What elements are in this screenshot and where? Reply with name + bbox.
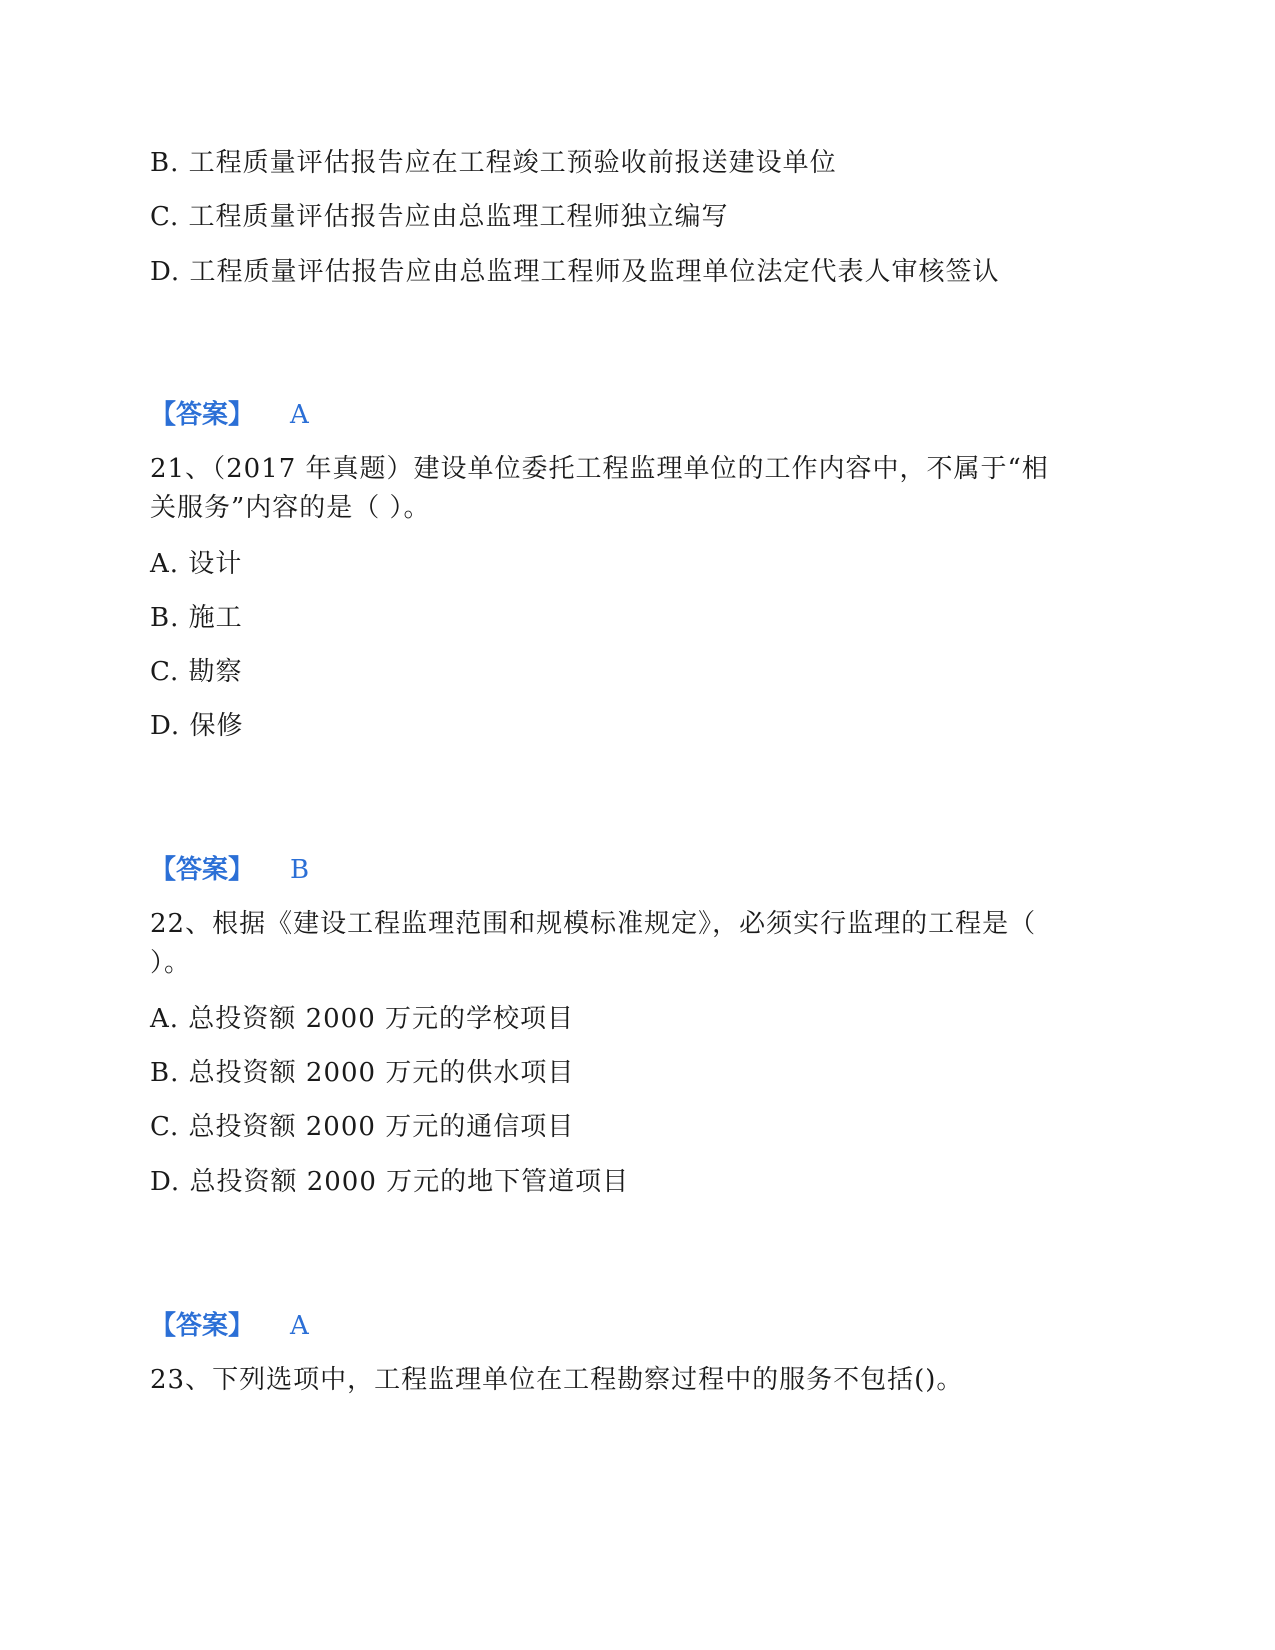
- q22-option-b: B. 总投资额 2000 万元的供水项目: [150, 1058, 575, 1088]
- q20-option-b: B. 工程质量评估报告应在工程竣工预验收前报送建设单位: [150, 148, 837, 178]
- q22-option-a: A. 总投资额 2000 万元的学校项目: [150, 1004, 575, 1034]
- q20-option-c: C. 工程质量评估报告应由总监理工程师独立编写: [150, 202, 729, 232]
- q20-option-d: D. 工程质量评估报告应由总监理工程师及监理单位法定代表人审核签认: [150, 257, 1000, 287]
- q22-stem-line-1: 22、根据《建设工程监理范围和规模标准规定》，必须实行监理的工程是（: [150, 909, 1037, 939]
- answer-value: B: [290, 855, 310, 885]
- answer-20: [150, 398, 309, 432]
- answer-label: 【答案】: [150, 1311, 255, 1341]
- q21-stem-line-2: 关服务”内容的是（ ）。: [150, 493, 431, 523]
- q22-option-c: C. 总投资额 2000 万元的通信项目: [150, 1112, 575, 1142]
- answer-22: [150, 1309, 309, 1343]
- answer-label: 【答案】: [150, 400, 255, 430]
- q21-option-a: A. 设计: [150, 549, 243, 579]
- q22-stem-line-2: ）。: [150, 948, 192, 978]
- q21-option-c: C. 勘察: [150, 657, 243, 687]
- q22-option-d: D. 总投资额 2000 万元的地下管道项目: [150, 1167, 630, 1197]
- answer-value: A: [290, 400, 309, 430]
- q21-option-b: B. 施工: [150, 603, 243, 633]
- answer-21: [150, 853, 309, 887]
- q23-stem-line-1: 23、下列选项中，工程监理单位在工程勘察过程中的服务不包括()。: [150, 1365, 964, 1395]
- answer-label: 【答案】: [150, 855, 255, 885]
- answer-value: A: [290, 1311, 309, 1341]
- q21-stem-line-1: 21、（2017 年真题）建设单位委托工程监理单位的工作内容中，不属于“相: [150, 454, 1049, 484]
- q21-option-d: D. 保修: [150, 711, 244, 741]
